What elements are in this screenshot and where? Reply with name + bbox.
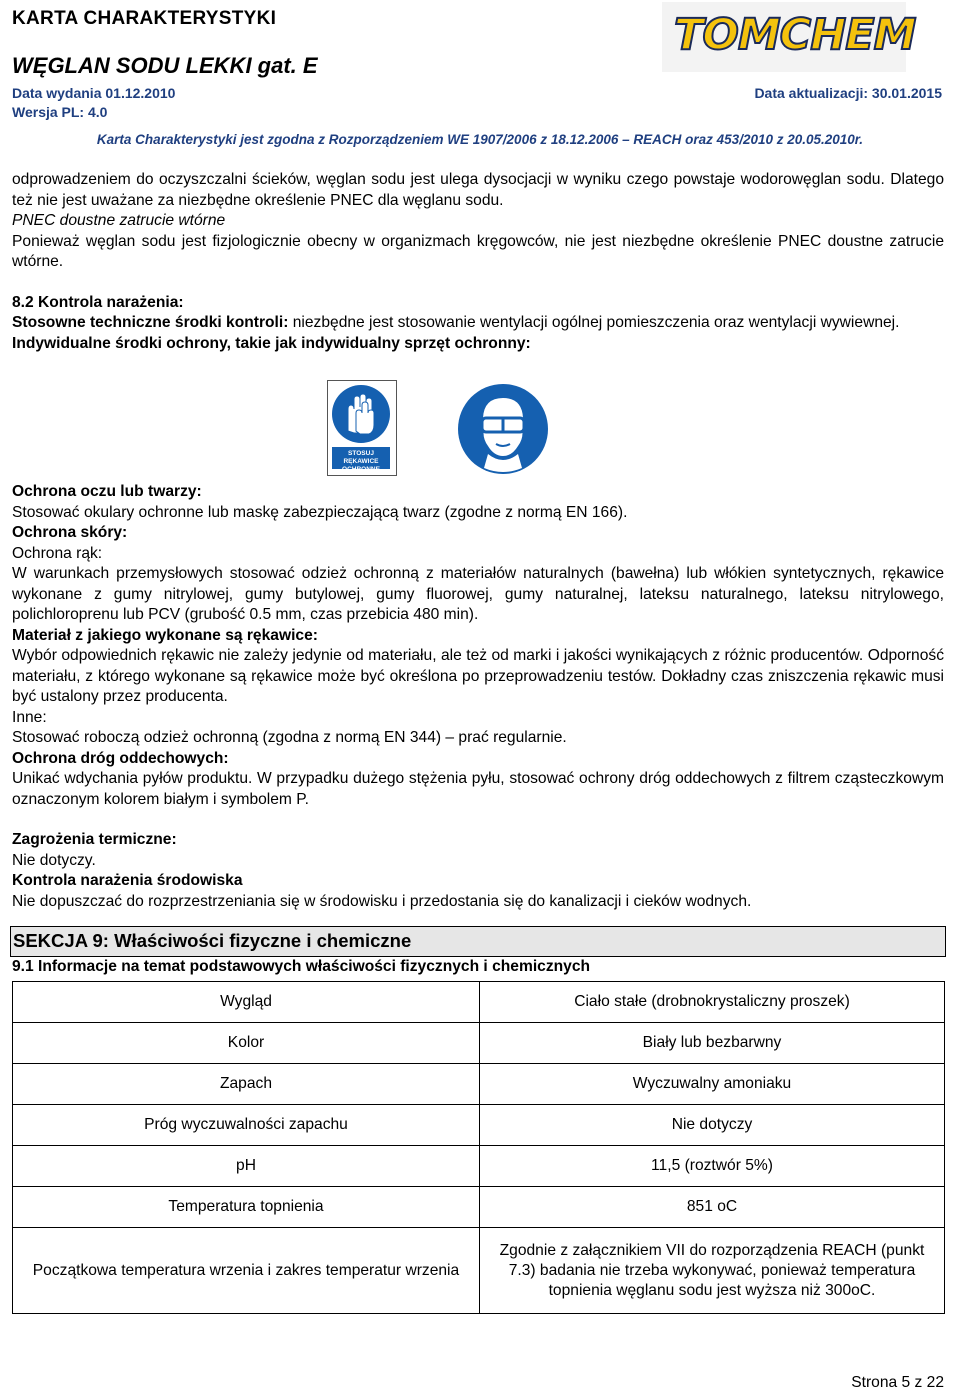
hand-protection-label: Ochrona rąk:: [12, 544, 103, 562]
section-9-heading: SEKCJA 9: Właściwości fizyczne i chemiczne: [10, 926, 946, 957]
property-name: pH: [13, 1146, 480, 1187]
gloves-icon: [332, 385, 390, 443]
property-value: 11,5 (roztwór 5%): [480, 1146, 945, 1187]
property-value: Wyczuwalny amoniaku: [480, 1064, 945, 1105]
skin-protection-heading: Ochrona skóry:: [12, 524, 128, 541]
thermal-hazards-text: Nie dotyczy.: [12, 851, 96, 869]
other-protection-text: Stosować roboczą odzież ochronną (zgodna z normą EN 344) – prać regularnie.: [12, 729, 567, 746]
glove-material-text: Wybór odpowiednich rękawic nie zależy jedynie od materiału, ale też od marki i jakości wynikających z różnic producentów. Odporność materiału, z którego wykonane są rękawice może być określona po przeprowadzeniu testów. Dokładny czas zniszczenia rękawic musi być ustalony przez producenta.: [12, 647, 944, 705]
section-9-1-heading: 9.1 Informacje na temat podstawowych właściwości fizycznych i chemicznych: [12, 957, 591, 975]
property-value: 851 oC: [480, 1187, 945, 1228]
glove-material-heading: Materiał z jakiego wykonane są rękawice:: [12, 626, 318, 644]
eye-protection-heading: Ochrona oczu lub twarzy:: [12, 483, 202, 500]
property-value: Nie dotyczy: [480, 1105, 945, 1146]
environmental-controls-text: Nie dopuszczać do rozprzestrzeniania się w środowisku i przedostania się do kanalizacji i cieków wodnych.: [12, 892, 752, 910]
property-name: Kolor: [13, 1023, 480, 1064]
property-value: Ciało stałe (drobnokrystaliczny proszek): [480, 982, 945, 1023]
document-body: [12, 170, 944, 1314]
pnec-heading: PNEC doustne zatrucie wtórne: [12, 212, 226, 229]
pnec-text: Ponieważ węglan sodu jest fizjologicznie obecny w organizmach kręgowców, nie jest niezbędne określenie PNEC doustne zatrucie wtórne.: [12, 232, 944, 270]
table-row: [13, 1146, 945, 1187]
gloves-sign-label: STOSUJ RĘKAWICE OCHRONNE: [332, 447, 390, 469]
issue-date: Data wydania 01.12.2010: [12, 85, 176, 101]
table-row: [13, 1228, 945, 1314]
property-name: Temperatura topnienia: [13, 1187, 480, 1228]
company-logo: [662, 2, 916, 72]
property-name: Wygląd: [13, 982, 480, 1023]
respiratory-heading: Ochrona dróg oddechowych:: [12, 749, 229, 767]
technical-controls-text: niezbędne jest stosowanie wentylacji ogólnej pomieszczenia oraz wentylacji wywiewnej.: [288, 314, 900, 331]
compliance-note: Karta Charakterystyki jest zgodna z Rozporządzeniem WE 1907/2006 z 18.12.2006 – REACH oraz 453/2010 z 20.05.2010r.: [96, 132, 864, 147]
gloves-sign: [327, 380, 397, 476]
eye-protection-text: Stosować okulary ochronne lub maskę zabezpieczającą twarz (zgodne z normą EN 166).: [12, 503, 628, 521]
environmental-controls-heading: Kontrola narażenia środowiska: [12, 872, 243, 889]
properties-table: [12, 981, 945, 1314]
paragraph-pnec-intro: odprowadzeniem do oczyszczalni ścieków, węglan sodu jest ulega dysocjacji w wyniku czego powstaje wodorowęglan sodu. Dlatego też nie jest uważane za niezbędne określenie PNEC dla węglanu sodu.: [12, 171, 944, 209]
table-row: [13, 982, 945, 1023]
section-8-2-heading: 8.2 Kontrola narażenia:: [12, 293, 184, 311]
goggles-icon: [458, 384, 548, 474]
technical-controls-label: Stosowne techniczne środki kontroli:: [12, 314, 289, 331]
thermal-hazards-heading: Zagrożenia termiczne:: [12, 831, 177, 848]
product-name: WĘGLAN SODU LEKKI gat. E: [12, 53, 318, 78]
table-row: [13, 1105, 945, 1146]
table-row: [13, 1064, 945, 1105]
property-name: Zapach: [13, 1064, 480, 1105]
property-name: Początkowa temperatura wrzenia i zakres temperatur wrzenia: [13, 1228, 480, 1314]
ppe-signs: [12, 362, 944, 482]
respiratory-text: Unikać wdychania pyłów produktu. W przypadku dużego stężenia pyłu, stosować ochrony dróg oddechowych z filtrem cząsteczkowym oznaczonym kolorem białym i symbolem P.: [12, 770, 944, 808]
property-name: Próg wyczuwalności zapachu: [13, 1105, 480, 1146]
other-protection-label: Inne:: [12, 708, 47, 726]
document-title: KARTA CHARAKTERYSTYKI: [12, 8, 277, 29]
technical-controls: [12, 313, 944, 334]
version: Wersja PL: 4.0: [12, 104, 108, 120]
ppe-heading: Indywidualne środki ochrony, takie jak indywidualny sprzęt ochronny:: [12, 334, 531, 352]
hand-protection-text: W warunkach przemysłowych stosować odzież ochronną z materiałów naturalnych (bawełna) lub włókien syntetycznych, rękawice wykonane z gumy nitrylowej, gumy butylowej, gumy fluorowej, gumy naturalnej, lateksu naturalnego, lateksu nitrylowego, polichloroprenu lub PCV (grubość 0.5 mm, czas przebicia 480 min).: [12, 565, 944, 623]
page-number: Strona 5 z 22: [851, 1374, 944, 1391]
table-row: [13, 1023, 945, 1064]
property-value: Biały lub bezbarwny: [480, 1023, 945, 1064]
logo-text: TOMCHEM: [674, 10, 916, 60]
property-value: Zgodnie z załącznikiem VII do rozporządzenia REACH (punkt 7.3) badania nie trzeba wykonywać, ponieważ temperatura topnienia węglanu sodu jest wyższa niż 300oC.: [480, 1228, 945, 1314]
update-date: Data aktualizacji: 30.01.2015: [754, 85, 942, 101]
table-row: [13, 1187, 945, 1228]
